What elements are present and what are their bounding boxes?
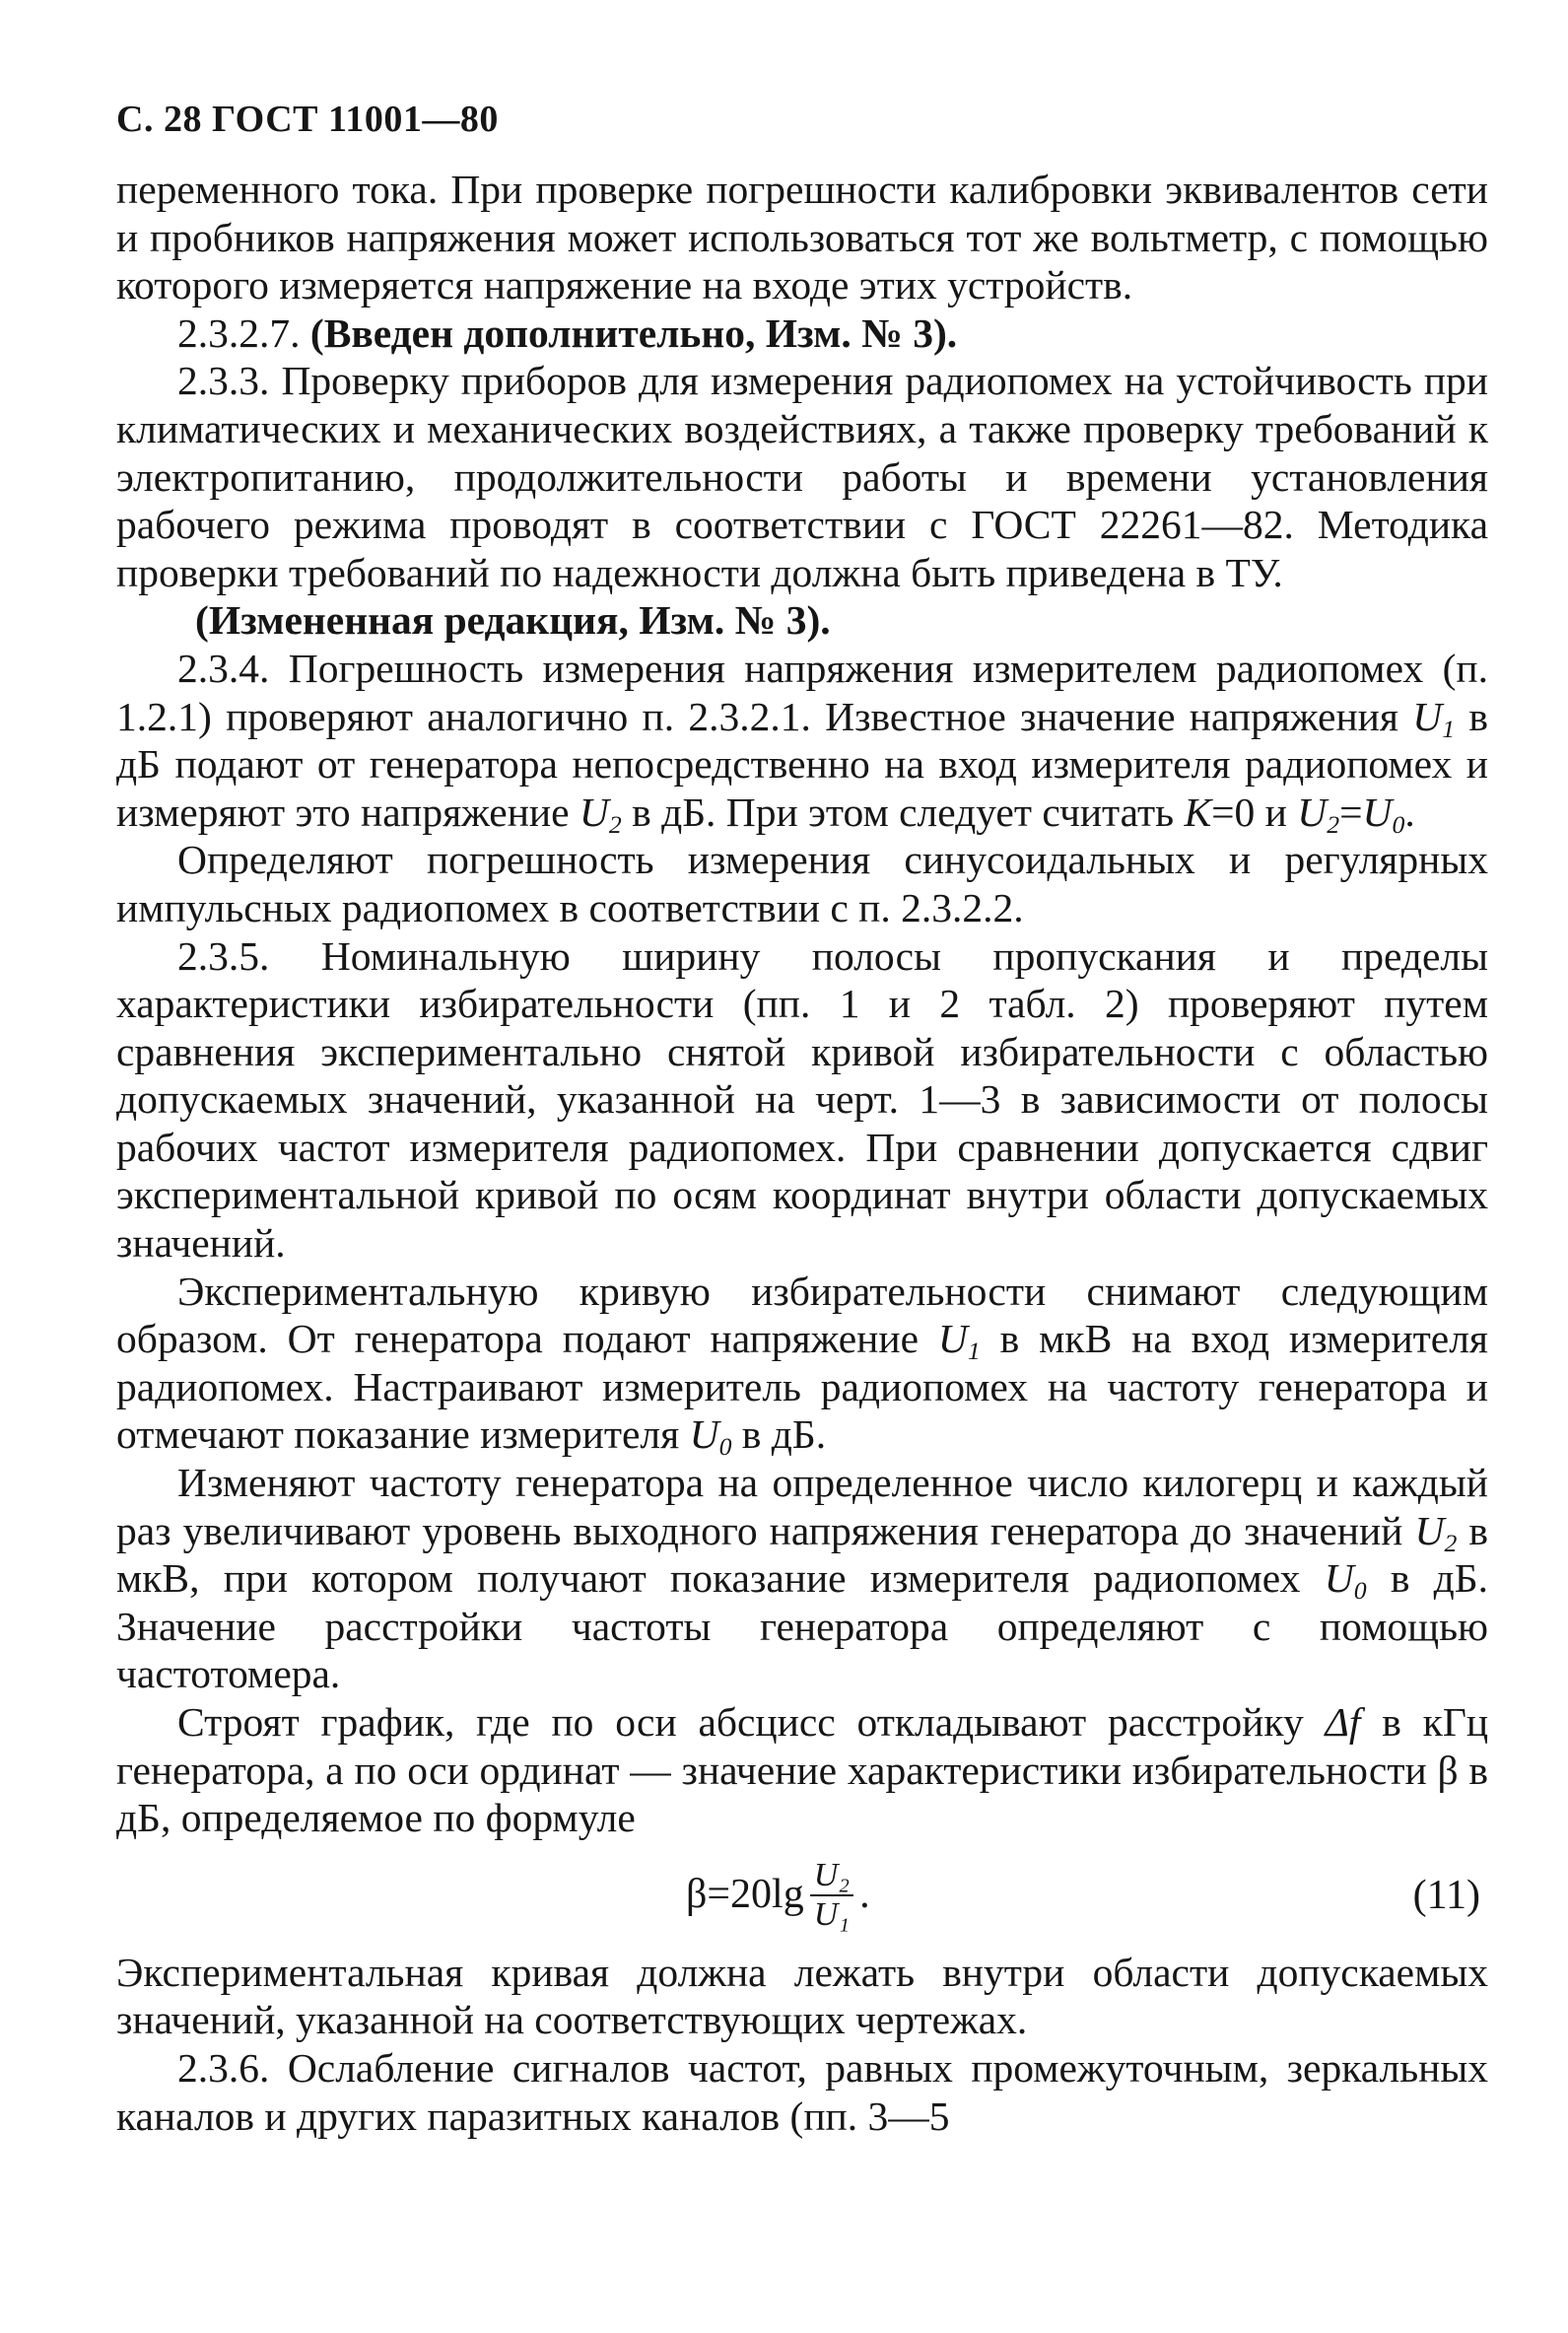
symbol-delta-f: Δf xyxy=(1325,1699,1361,1745)
paragraph-2-3-5: 2.3.5. Номинальную ширину полосы пропускания и пределы характеристики избирательности (пп. 1 и 2 табл. 2) проверяют путем сравнения экспериментально снятой кривой избирательности с областью допускаемых значений, указанной на черт. 1—3 в зависимости от полосы рабочих частот измерителя радиопомех. При сравнении допускается сдвиг экспериментальной кривой по осям координат внутри области допускаемых значений. xyxy=(116,932,1488,1267)
formula-numerator: U₂ xyxy=(810,1857,853,1896)
symbol-u2: $U_2$ xyxy=(1414,1507,1458,1557)
clause-number: 2.3.5. xyxy=(177,932,270,979)
formula-11 xyxy=(116,1842,1488,1949)
symbol-u1: $U_1$ xyxy=(1412,693,1456,743)
formula-lhs: β=20lg xyxy=(686,1872,804,1918)
document-page xyxy=(116,95,1488,2140)
paragraph-graph: Строят график, где по оси абсцисс откладывают расстройку Δf в кГц генератора, а по оси ординат — значение характеристики избирательности β в дБ, определяемое по формуле xyxy=(116,1699,1489,1841)
symbol-u2: $U_2$ xyxy=(579,789,622,839)
amendment-note: (Введен дополнительно, Изм. № 3). xyxy=(309,309,958,356)
running-header xyxy=(116,95,1488,166)
formula-fraction xyxy=(810,1857,853,1934)
body-text xyxy=(116,166,1488,2140)
clause-number: 2.3.3. xyxy=(177,358,270,404)
paragraph-2-3-4: 2.3.4. Погрешность измерения напряжения измерителем радиопомех (п. 1.2.1) проверяют аналогично п. 2.3.2.1. Известное значение напряжения $U_1$ в дБ подают от генератора непосредственно на вход измерителя радиопомех и измеряют это напряжение $U_2$ в дБ. При этом следует считать K=0 и $U_2=U_0$. xyxy=(116,645,1488,839)
clause-number: 2.3.4. xyxy=(177,645,270,691)
clause-number: 2.3.6. xyxy=(177,2044,270,2091)
paragraph-2-3-2-7 xyxy=(116,309,1488,358)
symbol-u0: $U_0$ xyxy=(1362,789,1405,839)
clause-number: 2.3.2.7. xyxy=(177,309,301,356)
symbol-k: K xyxy=(1184,789,1212,835)
symbol-u1: $U_1$ xyxy=(937,1316,981,1366)
paragraph-experimental-curve: Экспериментальная кривая должна лежать внутри области допускаемых значений, указанной на соответствующих чертежах. xyxy=(116,1949,1488,2043)
amendment-note: (Измененная редакция, Изм. № 3). xyxy=(195,597,831,644)
symbol-u0: $U_0$ xyxy=(1324,1555,1367,1606)
equation-number: (11) xyxy=(1412,1872,1480,1918)
symbol-u2: $U_2$ xyxy=(1297,789,1340,839)
paragraph-amendment xyxy=(116,596,1488,645)
formula-denominator: U₁ xyxy=(813,1895,851,1933)
header-title: С. 28 ГОСТ 11001—80 xyxy=(116,99,499,140)
formula-expression xyxy=(686,1846,870,1945)
paragraph-error-determination: Определяют погрешность измерения синусоидальных и регулярных импульсных радиопомех в соответствии с п. 2.3.2.2. xyxy=(116,837,1488,930)
paragraph-frequency-change: Изменяют частоту генератора на определенное число килогерц и каждый раз увеличивают уровень выходного напряжения генератора до значений $U_2$ в мкВ, при котором получают показание измерителя радиопомех $U_0$ в дБ. Значение расстройки частоты генератора определяют с помощью частотомера. xyxy=(116,1460,1489,1697)
paragraph-2-3-6: 2.3.6. Ослабление сигналов частот, равных промежуточным, зеркальных каналов и других паразитных каналов (пп. 3—5 xyxy=(116,2044,1488,2139)
paragraph-selectivity-curve: Экспериментальную кривую избирательности снимают следующим образом. От генератора подают напряжение $U_1$ в мкВ на вход измерителя радиопомех. Настраивают измеритель радиопомех на частоту генератора и отмечают показание измерителя $U_0$ в дБ. xyxy=(116,1268,1489,1462)
formula-trail: . xyxy=(859,1872,870,1918)
paragraph-2-3-3: 2.3.3. Проверку приборов для измерения радиопомех на устойчивость при климатических и механических воздействиях, а также проверку требований к электропитанию, продолжительности работы и времени установления рабочего режима проводят в соответствии с ГОСТ 22261—82. Методика проверки требований по надежности должна быть приведена в ТУ. xyxy=(116,358,1489,595)
symbol-u0: $U_0$ xyxy=(689,1411,732,1462)
paragraph-continuation: переменного тока. При проверке погрешности калибровки эквивалентов сети и пробников напряжения может использоваться тот же вольтметр, с помощью которого измеряется напряжение на входе этих устройств. xyxy=(116,167,1488,309)
